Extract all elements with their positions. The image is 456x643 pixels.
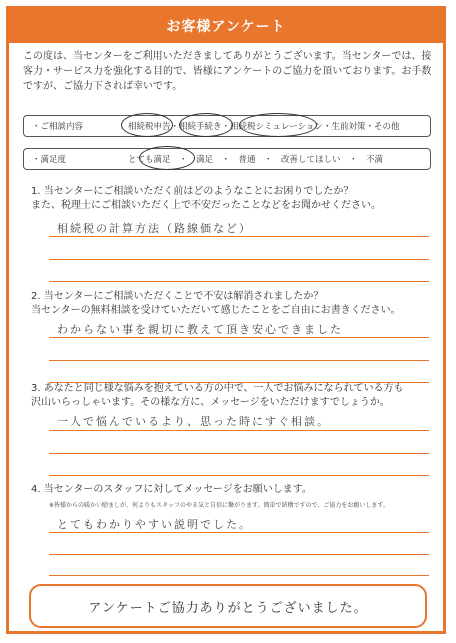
selected-mark: [179, 113, 233, 137]
question-2: 2. 当センターにご相談いただくことで不安は解消されましたか？ 当センターの無料相談を受けていただいて感じたことをご自由にお書きください。: [31, 291, 401, 316]
answer-line: [49, 259, 429, 260]
answer-line: [49, 337, 429, 338]
answer-line: [49, 430, 429, 431]
answer-line: [49, 281, 429, 282]
question-1: 1. 当センターにご相談いただく前はどのようなことにお困りでしたか？ また、税理士にご相談いただく上で不安だったことなどをお聞かせください。: [31, 186, 381, 211]
answer-line: [49, 475, 429, 476]
answer-line: [49, 575, 429, 576]
answer-2: わからない事を親切に教えて頂き安心できました: [57, 323, 343, 336]
answer-1: 相続税の計算方法（路線価など）: [57, 222, 252, 235]
selected-mark: [121, 113, 173, 137]
title-bar: [9, 9, 443, 43]
satisfaction-label: ・満足度: [32, 155, 67, 165]
question-4: 4. 当センターのスタッフに対してメッセージをお願いします。: [31, 484, 312, 495]
question-4-note: ※皆様からの暖かい励ましが、何よりもスタッフのやる気と自信に繋がります。簡単で結構ですので、ご協力をお願いします。: [49, 502, 389, 509]
question-3: 3. あなたと同じ様な悩みを抱えている方の中で、一人でお悩みになられている方も 沢山いらっしゃいます。その様な方に、メッセージをいただけますでしょうか。: [31, 383, 404, 408]
answer-line: [49, 236, 429, 237]
selected-mark: [239, 113, 317, 137]
satisfaction-row: [23, 148, 431, 170]
thanks-box: [29, 584, 427, 628]
answer-line: [49, 453, 429, 454]
selected-mark: [139, 146, 195, 170]
satisfaction-options: とても満足 ・ 満足 ・ 普通 ・ 改善してほしい ・ 不満: [128, 155, 384, 165]
answer-line: [49, 360, 429, 361]
page-title: お客様アンケート: [166, 19, 286, 35]
intro-text: この度は、当センターをご利用いただきましてありがとうございます。当センターでは、接客力・サービス力を強化する目的で、皆様にアンケートのご協力を頂いております。お手数ですが、ご協力下されば幸いです。: [23, 51, 432, 92]
thanks-message: アンケートご協力ありがとうございました。: [88, 600, 368, 616]
survey-sheet: [6, 6, 446, 634]
answer-line: [49, 532, 429, 533]
answer-3: 一人で悩んでいるより、思った時にすぐ相談。: [57, 415, 330, 428]
answer-4: とてもわかりやすい説明でした。: [57, 518, 252, 531]
answer-line: [49, 554, 429, 555]
consultation-label: ・ご相談内容: [32, 122, 84, 132]
consultation-options: 相続税申告・相続手続き・相続税シミュレーション・生前対策・その他: [128, 122, 400, 132]
